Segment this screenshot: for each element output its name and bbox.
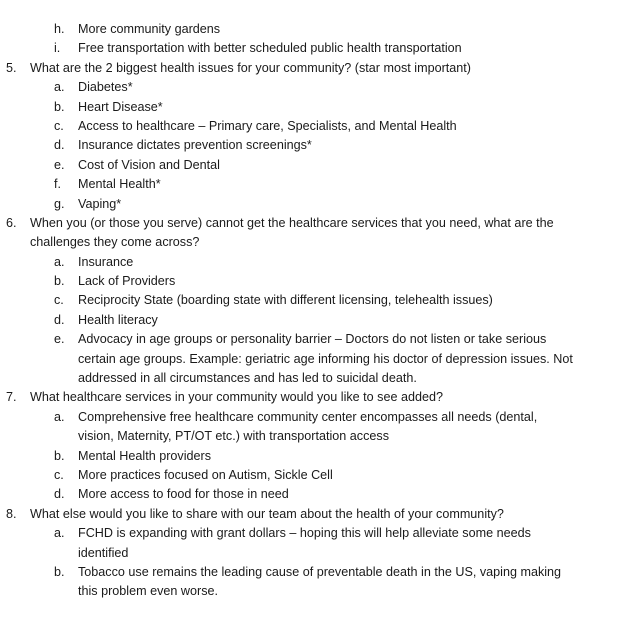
- answer-line: [0, 291, 628, 310]
- answer-line: [0, 253, 628, 272]
- answer-letter: a.: [54, 526, 65, 541]
- answer-letter: b.: [54, 564, 65, 579]
- answer-text: Mental Health*: [78, 177, 161, 192]
- answer-line: [0, 408, 628, 427]
- survey-document: [0, 20, 628, 602]
- answer-letter: e.: [54, 157, 65, 172]
- answer-line: [0, 563, 628, 582]
- answer-text: FCHD is expanding with grant dollars – hoping this will help alleviate some needs: [78, 526, 531, 541]
- answer-text: addressed in all circumstances and has led to suicidal death.: [78, 371, 417, 386]
- answer-line: [0, 330, 628, 349]
- answer-line: [0, 311, 628, 330]
- question-text: What are the 2 biggest health issues for your community? (star most important): [30, 60, 471, 75]
- answer-letter: a.: [54, 254, 65, 269]
- answer-text: Lack of Providers: [78, 274, 176, 289]
- answer-line: [0, 272, 628, 291]
- answer-line: [0, 544, 628, 563]
- answer-text: More community gardens: [78, 22, 221, 36]
- question-number: 5.: [6, 60, 17, 75]
- question-line: [0, 214, 628, 233]
- answer-line: [0, 427, 628, 446]
- answer-letter: c.: [54, 118, 64, 133]
- question-line: [0, 59, 628, 78]
- answer-text: Heart Disease*: [78, 99, 163, 114]
- answer-line: [0, 98, 628, 117]
- answer-letter: a.: [54, 409, 65, 424]
- answer-text: this problem even worse.: [78, 584, 218, 599]
- answer-text: Advocacy in age groups or personality barrier – Doctors do not listen or take serious: [78, 332, 547, 347]
- answer-letter: d.: [54, 138, 65, 153]
- answer-text: More access to food for those in need: [78, 487, 289, 502]
- answer-letter: d.: [54, 487, 65, 502]
- answer-line: [0, 369, 628, 388]
- answer-line: [0, 447, 628, 466]
- answer-letter: g.: [54, 196, 65, 211]
- question-number: 6.: [6, 215, 17, 230]
- answer-text: certain age groups. Example: geriatric age informing his doctor of depression issues. Not: [78, 351, 573, 366]
- answer-text: Diabetes*: [78, 80, 133, 95]
- answer-letter: f.: [54, 177, 61, 192]
- answer-letter: h.: [54, 22, 65, 36]
- answer-letter: d.: [54, 312, 65, 327]
- answer-line: [0, 117, 628, 136]
- answer-line: [0, 466, 628, 485]
- answer-text: identified: [78, 545, 129, 560]
- answer-line: [0, 20, 628, 39]
- answer-letter: b.: [54, 448, 65, 463]
- answer-text: Comprehensive free healthcare community center encompasses all needs (dental,: [78, 409, 538, 424]
- answer-line: [0, 195, 628, 214]
- answer-line: [0, 350, 628, 369]
- answer-text: Access to healthcare – Primary care, Specialists, and Mental Health: [78, 118, 457, 133]
- answer-line: [0, 175, 628, 194]
- question-line: [0, 505, 628, 524]
- answer-line: [0, 582, 628, 601]
- answer-letter: b.: [54, 274, 65, 289]
- question-text: What else would you like to share with our team about the health of your community?: [30, 506, 504, 521]
- answer-line: [0, 485, 628, 504]
- question-number: 7.: [6, 390, 17, 405]
- answer-text: Cost of Vision and Dental: [78, 157, 220, 172]
- question-number: 8.: [6, 506, 17, 521]
- answer-letter: c.: [54, 467, 64, 482]
- answer-text: Free transportation with better scheduled public health transportation: [78, 41, 462, 56]
- question-text: What healthcare services in your community would you like to see added?: [30, 390, 444, 405]
- question-text: challenges they come across?: [30, 235, 200, 250]
- answer-text: Insurance dictates prevention screenings*: [78, 138, 312, 153]
- answer-text: Mental Health providers: [78, 448, 211, 463]
- answer-text: Health literacy: [78, 312, 158, 327]
- question-text: When you (or those you serve) cannot get the healthcare services that you need, what are the: [30, 215, 554, 230]
- answer-letter: b.: [54, 99, 65, 114]
- answer-letter: e.: [54, 332, 65, 347]
- answer-text: More practices focused on Autism, Sickle Cell: [78, 467, 333, 482]
- answer-line: [0, 78, 628, 97]
- question-line: [0, 233, 628, 252]
- answer-line: [0, 39, 628, 58]
- question-line: [0, 388, 628, 407]
- answer-text: Reciprocity State (boarding state with different licensing, telehealth issues): [78, 293, 493, 308]
- answer-text: vision, Maternity, PT/OT etc.) with transportation access: [78, 429, 389, 444]
- answer-letter: i.: [54, 41, 61, 56]
- answer-line: [0, 156, 628, 175]
- answer-letter: c.: [54, 293, 64, 308]
- answer-text: Tobacco use remains the leading cause of preventable death in the US, vaping making: [78, 564, 562, 579]
- answer-text: Vaping*: [78, 196, 122, 211]
- answer-text: Insurance: [78, 254, 134, 269]
- answer-line: [0, 136, 628, 155]
- answer-letter: a.: [54, 80, 65, 95]
- answer-line: [0, 524, 628, 543]
